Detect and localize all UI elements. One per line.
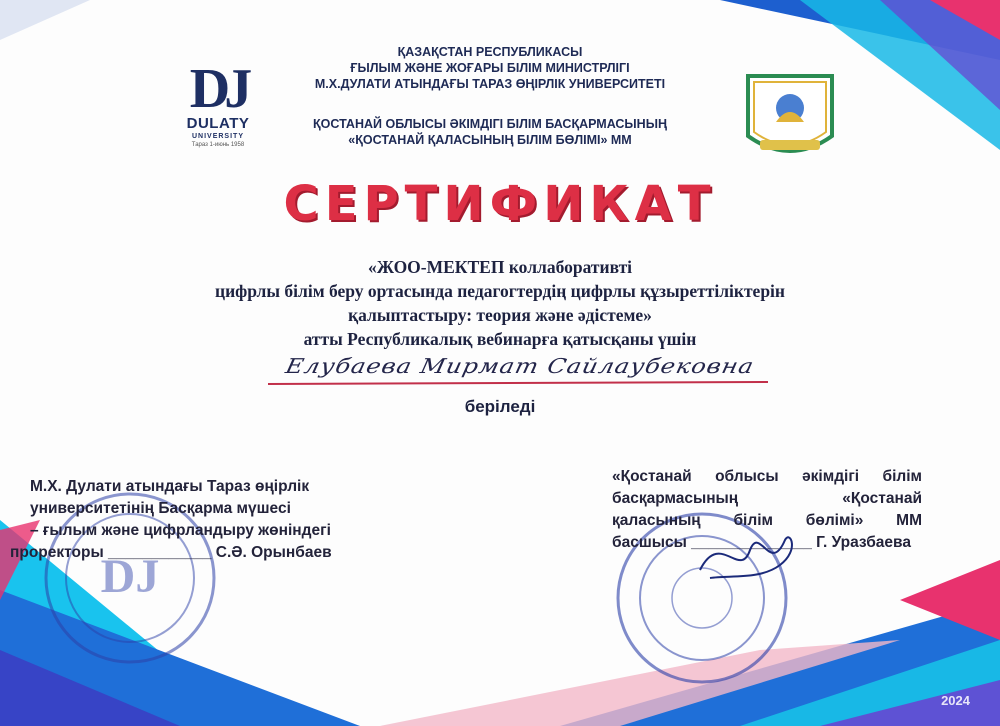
recipient-name: Елубаева Мирмат Сайлаубековна [283, 354, 757, 378]
header-department [230, 116, 750, 148]
signature-right-line-1: «Қостанай облысы әкімдігі білім [612, 468, 922, 485]
issued-text: беріледі [464, 397, 536, 416]
recipient-underline [268, 378, 768, 390]
signature-right-line-3: қаласының білім бөлімі» ММ [612, 512, 922, 529]
signature-left-line-4: проректоры ____________ С.Ә. Орынбаев [10, 544, 332, 561]
header-line: «ҚОСТАНАЙ ҚАЛАСЫНЫҢ БІЛІМ БӨЛІМІ» ММ [348, 133, 632, 147]
certificate-title: СЕРТИФИКАТ [283, 176, 717, 232]
header-line: М.Х.ДУЛАТИ АТЫНДАҒЫ ТАРАЗ ӨҢІРЛІК УНИВЕРСИТЕТІ [314, 77, 666, 91]
year-label: 2024 [941, 693, 970, 708]
header-ministry [230, 44, 750, 92]
signature-left-line-3: – ғылым және цифрландыру жөніндегі [30, 522, 331, 539]
dulaty-logo-name: DULATY [186, 115, 250, 132]
body-line-4: атты Республикалық вебинарға қатысқаны үшін [303, 329, 697, 349]
body-line-1: «ЖОО-МЕКТЕП коллаборативті [367, 257, 633, 277]
dulaty-logo-caption: Тараз 1-июнь 1958 [191, 142, 245, 148]
signature-right-line-4: басшысы ______________ Г. Уразбаева [612, 534, 911, 551]
header-line: ҚАЗАҚСТАН РЕСПУБЛИКАСЫ [397, 45, 583, 59]
body-line-2: цифрлы білім беру ортасында педагогтердің цифрлы құзыреттіліктерін [214, 281, 785, 301]
body-line-3: қалыптастыру: теория және әдістеме» [348, 305, 652, 325]
handwritten-signature [690, 520, 810, 590]
svg-text:DJ: DJ [100, 550, 160, 603]
kostanay-education-emblem [740, 66, 840, 166]
signature-left-line-2: университетінің Басқарма мүшесі [30, 500, 291, 517]
header-line: ҚОСТАНАЙ ОБЛЫСЫ ӘКІМДІГІ БІЛІМ БАСҚАРМАСЫНЫҢ [313, 117, 667, 131]
signature-block-left [10, 476, 380, 564]
dulaty-logo-sub: UNIVERSITY [191, 133, 244, 140]
signature-right-line-2: басқармасының «Қостанай [612, 490, 922, 507]
dulaty-logo-mark: DJ [189, 58, 247, 120]
header-line: ҒЫЛЫМ ЖӘНЕ ЖОҒАРЫ БІЛІМ МИНИСТРЛІГІ [350, 61, 630, 75]
signature-left-line-1: М.Х. Дулати атындағы Тараз өңірлік [30, 478, 310, 495]
